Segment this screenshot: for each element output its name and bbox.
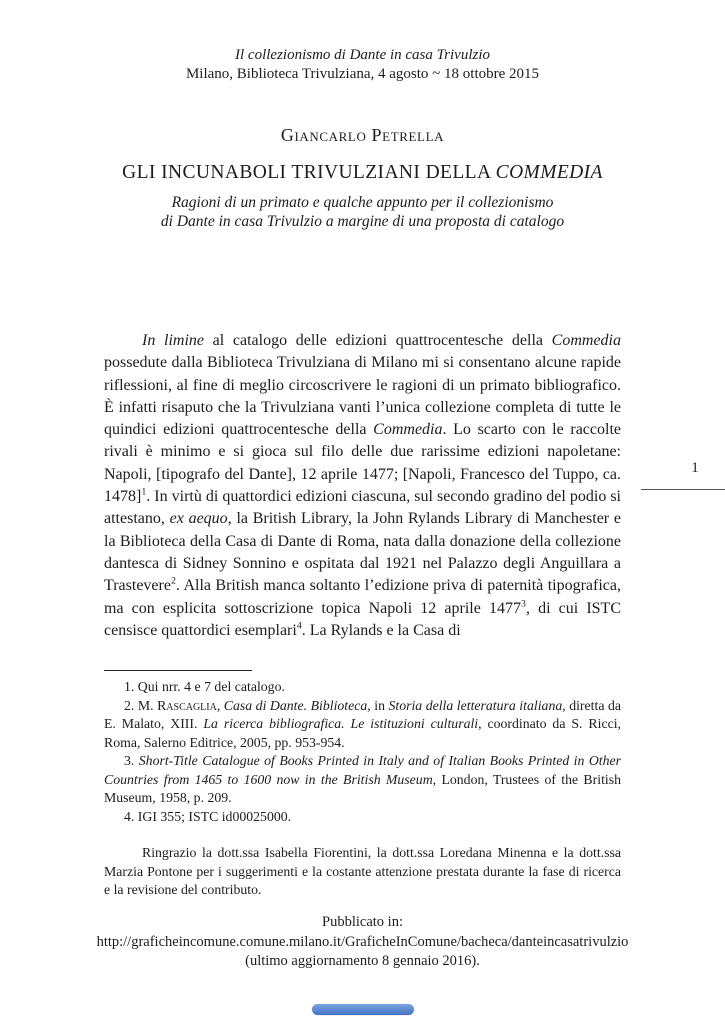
- page-number-rule: [641, 489, 725, 490]
- exhibition-title: Il collezionismo di Dante in casa Trivulzio: [235, 47, 490, 63]
- author-name: Giancarlo Petrella: [280, 125, 445, 145]
- footer-url: http://graficheincomune.comune.milano.it/GraficheInComune/bacheca/danteincasatrivulzio: [96, 933, 629, 950]
- article-subtitle: [0, 193, 725, 231]
- running-header: [0, 46, 725, 84]
- subtitle-line-1: Ragioni di un primato e qualche appunto per il collezionismo: [171, 194, 554, 211]
- footnote-separator: [104, 670, 252, 671]
- exhibition-venue: Milano, Biblioteca Trivulziana, 4 agosto ~ 18 ottobre 2015: [185, 66, 540, 82]
- page-number: 1: [691, 460, 699, 476]
- publication-footer: [0, 913, 725, 972]
- acknowledgment-paragraph: Ringrazio la dott.ssa Isabella Fiorentini, la dott.ssa Loredana Minenna e la dott.ssa Marzia Pontone per i suggerimenti e la costante attenzione prestata durante la fase di ricerca e la revisione del contributo.: [104, 845, 621, 897]
- footer-published-label: Pubblicato in:: [322, 914, 403, 930]
- footnote-4: 4. IGI 355; ISTC id00025000.: [124, 808, 292, 824]
- footnotes-section: [104, 678, 621, 900]
- footnote-1: 1. Qui nrr. 4 e 7 del catalogo.: [124, 679, 285, 694]
- subtitle-line-2: di Dante in casa Trivulzio a margine di una proposta di catalogo: [160, 213, 565, 230]
- scrollbar-thumb[interactable]: [312, 1004, 414, 1015]
- article-title: GLI INCUNABOLI TRIVULZIANI DELLA COMMEDIA: [122, 162, 603, 183]
- footnote-3: 3. Short-Title Catalogue of Books Printed in Italy and of Italian Books Printed in Other Countries from 1465 to 1600 now in the British Museum, London, Trustees of the British Museum, 1958, p. 209.: [104, 753, 622, 805]
- body-paragraph: In limine al catalogo delle edizioni quattrocentesche della Commedia possedute dalla Biblioteca Trivulziana di Milano mi si consentano alcune rapide riflessioni, al fine di meglio circoscrivere le ragioni di un primato bibliografico. È infatti risaputo che la Trivulziana vanti l’unica collezione completa di tutte le quindici edizioni quattrocentesche della Commedia. Lo scarto con le raccolte rivali è minimo e si gioca sul filo delle due rarissime edizioni napoletane: Napoli, [tipografo del Dante], 12 aprile 1477; [Napoli, Francesco del Tuppo, ca. 1478]$^1$. In virtù di quattordici edizioni ciascuna, sul secondo gradino del podio si attestano, ex aequo, la British Library, la John Rylands Library di Manchester e la Biblioteca della Casa di Dante di Roma, nata dalla donazione della collezione dantesca di Sidney Sonnino e ospitata dal 1921 nel Palazzo degli Anguillara a Trastevere$^2$. Alla British manca soltanto l’edizione priva di paternità tipografica, ma con esplicita sottoscrizione topica Napoli 12 aprile 1477$^3$, di cui ISTC censisce quattordici esemplari$^4$. La Rylands e la Casa di: [104, 332, 622, 639]
- footnote-2: 2. M. Rascaglia, Casa di Dante. Biblioteca, in Storia della letteratura italiana, diretta da E. Malato, XIII. La ricerca bibliografica. Le istituzioni culturali, coordinato da S. Ricci, Roma, Salerno Editrice, 2005, pp. 953-954.: [104, 697, 621, 750]
- footer-update-note: (ultimo aggiornamento 8 gennaio 2016).: [245, 953, 480, 969]
